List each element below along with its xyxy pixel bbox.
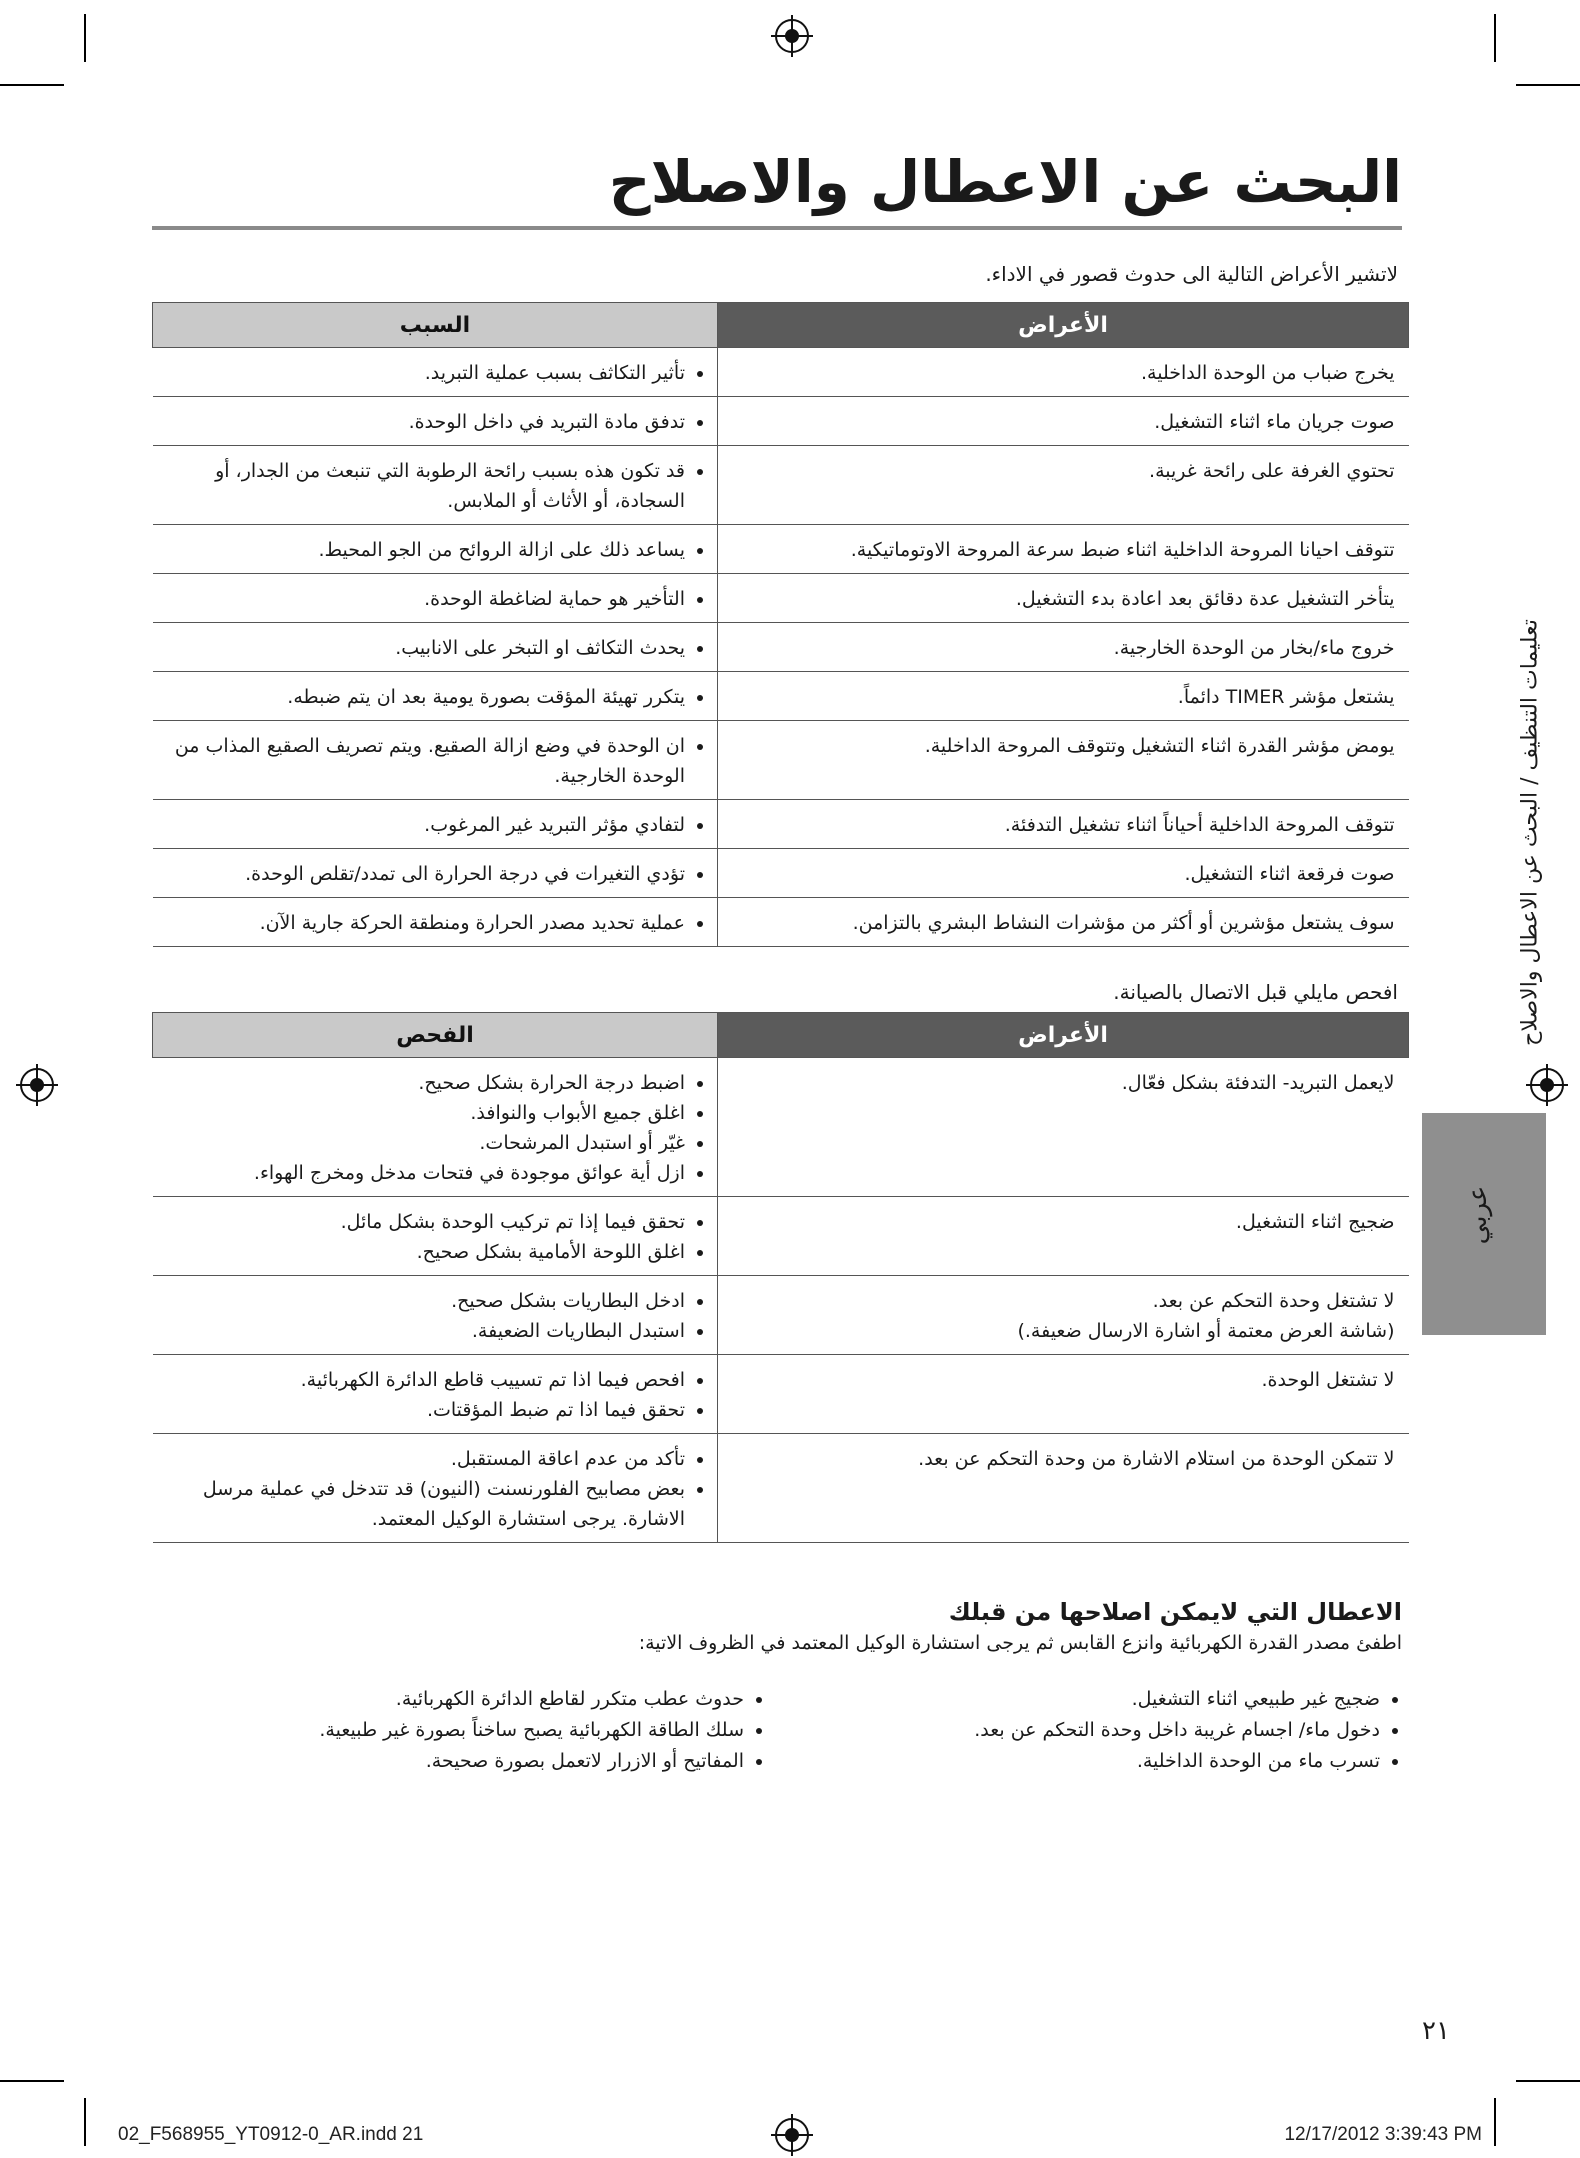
table-row	[153, 1276, 1409, 1355]
symptom-cell	[718, 1058, 1409, 1197]
symptom-text: تتوقف المروحة الداخلية أحياناً اثناء تشغيل التدفئة.	[1004, 814, 1395, 836]
cause-item: • عملية تحديد مصدر الحرارة ومنطقة الحركة جارية الآن.	[167, 908, 686, 938]
symptom-text: يتأخر التشغيل عدة دقائق بعد اعادة بدء التشغيل.	[1015, 588, 1395, 610]
cause-list	[167, 584, 704, 614]
table-row	[153, 849, 1409, 898]
symptom-cell	[718, 1434, 1409, 1543]
symptom-text: لا تشتغل وحدة التحكم عن بعد.	[1152, 1290, 1395, 1312]
symptom-cell	[718, 623, 1409, 672]
col-header-cause: السبب	[153, 303, 718, 348]
check-item: • استبدل البطاريات الضعيفة.	[167, 1316, 686, 1346]
cause-list	[167, 358, 704, 388]
check-item: • تحقق فيما إذا تم تركيب الوحدة بشكل مائل.	[167, 1207, 686, 1237]
cause-cell	[153, 574, 718, 623]
check-list	[167, 1365, 704, 1425]
cause-cell	[153, 849, 718, 898]
symptom-cell	[718, 1276, 1409, 1355]
page-number: ٢١	[1422, 2016, 1450, 2046]
table-row	[153, 1058, 1409, 1197]
check-cell	[153, 1058, 718, 1197]
check-item: • اضبط درجة الحرارة بشكل صحيح.	[167, 1068, 686, 1098]
list-item: • المفاتيح أو الازرار لاتعمل بصورة صحيحة.	[184, 1746, 744, 1777]
symptom-text: يشتعل مؤشر TIMER دائماً.	[1177, 686, 1395, 708]
check-list	[167, 1068, 704, 1188]
symptom-text: يخرج ضباب من الوحدة الداخلية.	[1140, 362, 1395, 384]
check-list	[167, 1444, 704, 1534]
symptom-text: صوت جريان ماء اثناء التشغيل.	[1154, 411, 1395, 433]
cause-list	[167, 407, 704, 437]
check-item: • اغلق اللوحة الأمامية بشكل صحيح.	[167, 1237, 686, 1267]
cause-cell	[153, 348, 718, 397]
list-item: • ضجيج غير طبيعي اثناء التشغيل.	[910, 1684, 1380, 1715]
cause-cell	[153, 898, 718, 947]
check-item: • غيّر أو استبدل المرشحات.	[167, 1128, 686, 1158]
cause-item: • تؤدي التغيرات في درجة الحرارة الى تمدد/تقلص الوحدة.	[167, 859, 686, 889]
table1-intro: لاتشير الأعراض التالية الى حدوث قصور في الاداء.	[985, 262, 1398, 286]
cause-list	[167, 810, 704, 840]
cause-list	[167, 535, 704, 565]
check-item: • بعض مصابيح الفلورنسنت (النيون) قد تتدخل في عملية مرسل الاشارة. يرجى استشارة الوكيل المعتمد.	[167, 1474, 686, 1534]
symptom-cell	[718, 1197, 1409, 1276]
cause-item: • ان الوحدة في وضع ازالة الصقيع. ويتم تصريف الصقيع المذاب من الوحدة الخارجية.	[167, 731, 686, 791]
symptom-cell	[718, 721, 1409, 800]
list-item: • حدوث عطب متكرر لقاطع الدائرة الكهربائية.	[184, 1684, 744, 1715]
table2-intro: افحص مايلي قبل الاتصال بالصيانة.	[1113, 980, 1398, 1004]
cause-list	[167, 456, 704, 516]
registration-mark-icon	[20, 1068, 54, 1102]
cause-cell	[153, 525, 718, 574]
symptom-cell	[718, 898, 1409, 947]
check-item: • اغلق جميع الأبواب والنوافذ.	[167, 1098, 686, 1128]
table-row	[153, 898, 1409, 947]
cause-list	[167, 908, 704, 938]
check-item: • افحص فيما اذا تم تسييب قاطع الدائرة الكهربائية.	[167, 1365, 686, 1395]
cause-item: • التأخير هو حماية لضاغطة الوحدة.	[167, 584, 686, 614]
crop-mark	[84, 14, 86, 62]
crop-mark	[1494, 14, 1496, 62]
section-intro: اطفئ مصدر القدرة الكهربائية وانزع القابس ثم يرجى استشارة الوكيل المعتمد في الظروف الاتية:	[638, 1632, 1402, 1654]
check-cell	[153, 1197, 718, 1276]
symptom-cell	[718, 397, 1409, 446]
cause-cell	[153, 397, 718, 446]
cause-cell	[153, 672, 718, 721]
table2-body	[153, 1058, 1409, 1543]
title-divider	[152, 226, 1402, 230]
symptom-cell	[718, 800, 1409, 849]
symptom-text: يومض مؤشر القدرة اثناء التشغيل وتتوقف المروحة الداخلية.	[924, 735, 1395, 757]
symptom-cell	[718, 672, 1409, 721]
symptom-text: لايعمل التبريد- التدفئة بشكل فعّال.	[1121, 1072, 1395, 1094]
cause-cell	[153, 721, 718, 800]
cause-item: • يتكرر تهيئة المؤقت بصورة يومية بعد ان يتم ضبطه.	[167, 682, 686, 712]
check-list	[167, 1207, 704, 1267]
cause-list	[167, 682, 704, 712]
table-row	[153, 574, 1409, 623]
footer-timestamp: 12/17/2012 3:39:43 PM	[1284, 2124, 1482, 2145]
symptom-check-table	[152, 1012, 1409, 1543]
symptom-cell	[718, 525, 1409, 574]
symptom-text: (شاشة العرض معتمة أو اشارة الارسال ضعيفة.)	[1017, 1320, 1395, 1342]
check-item: • ادخل البطاريات بشكل صحيح.	[167, 1286, 686, 1316]
cause-item: • يساعد ذلك على ازالة الروائح من الجو المحيط.	[167, 535, 686, 565]
crop-mark	[0, 2080, 64, 2082]
symptom-text: سوف يشتعل مؤشرين أو أكثر من مؤشرات النشاط البشري بالتزامن.	[852, 912, 1395, 934]
list-item: • دخول ماء/ اجسام غريبة داخل وحدة التحكم عن بعد.	[910, 1715, 1380, 1746]
symptom-cell	[718, 1355, 1409, 1434]
table1-body	[153, 348, 1409, 947]
registration-mark-icon	[775, 19, 809, 53]
cause-cell	[153, 623, 718, 672]
fault-list-left	[184, 1684, 762, 1777]
symptom-cell	[718, 446, 1409, 525]
cause-cell	[153, 446, 718, 525]
table-row	[153, 721, 1409, 800]
crop-mark	[1494, 2098, 1496, 2146]
crop-mark	[1516, 84, 1580, 86]
footer-file-info: 02_F568955_YT0912-0_AR.indd 21	[118, 2124, 424, 2145]
col-header-check: الفحص	[153, 1013, 718, 1058]
list-item: • تسرب ماء من الوحدة الداخلية.	[910, 1746, 1380, 1777]
section-side-label: تعليمات التنظيف / البحث عن الاعطال والاصلاح	[1517, 619, 1543, 1046]
check-cell	[153, 1355, 718, 1434]
symptom-text: ضجيج اثناء التشغيل.	[1235, 1211, 1395, 1233]
cause-list	[167, 731, 704, 791]
section-heading: الاعطال التي لايمكن اصلاحها من قبلك	[948, 1598, 1402, 1626]
symptom-text: تتوقف احيانا المروحة الداخلية اثناء ضبط سرعة المروحة الاوتوماتيكية.	[850, 539, 1395, 561]
list-item: • سلك الطاقة الكهربائية يصبح ساخناً بصورة غير طبيعية.	[184, 1715, 744, 1746]
symptom-text: خروج ماء/بخار من الوحدة الخارجية.	[1113, 637, 1395, 659]
table-row	[153, 397, 1409, 446]
table-row	[153, 1355, 1409, 1434]
cause-item: • تدفق مادة التبريد في داخل الوحدة.	[167, 407, 686, 437]
check-item: • تأكد من عدم اعاقة المستقبل.	[167, 1444, 686, 1474]
table-row	[153, 672, 1409, 721]
table-row	[153, 446, 1409, 525]
symptom-cell	[718, 348, 1409, 397]
registration-mark-icon	[775, 2118, 809, 2152]
crop-mark	[84, 2098, 86, 2146]
cause-list	[167, 859, 704, 889]
check-list	[167, 1286, 704, 1346]
col-header-symptom: الأعراض	[718, 303, 1409, 348]
crop-mark	[0, 84, 64, 86]
col-header-symptom: الأعراض	[718, 1013, 1409, 1058]
crop-mark	[1516, 2080, 1580, 2082]
symptom-cell	[718, 849, 1409, 898]
table-row	[153, 800, 1409, 849]
table-row	[153, 348, 1409, 397]
symptom-text: لا تتمكن الوحدة من استلام الاشارة من وحدة التحكم عن بعد.	[918, 1448, 1395, 1470]
symptom-text: تحتوي الغرفة على رائحة غريبة.	[1149, 460, 1395, 482]
fault-list-right	[910, 1684, 1398, 1777]
table-row	[153, 525, 1409, 574]
cause-cell	[153, 800, 718, 849]
check-item: • تحقق فيما اذا تم ضبط المؤقتات.	[167, 1395, 686, 1425]
table-row	[153, 1197, 1409, 1276]
table-row	[153, 1434, 1409, 1543]
check-cell	[153, 1434, 718, 1543]
symptom-text: لا تشتغل الوحدة.	[1261, 1369, 1395, 1391]
check-cell	[153, 1276, 718, 1355]
cause-item: • يحدث التكاثف او التبخر على الانابيب.	[167, 633, 686, 663]
cause-item: • تأثير التكاثف بسبب عملية التبريد.	[167, 358, 686, 388]
page-title: البحث عن الاعطال والاصلاح	[608, 148, 1402, 216]
symptom-text: صوت فرقعة اثناء التشغيل.	[1184, 863, 1395, 885]
table-row	[153, 623, 1409, 672]
check-item: • ازل أية عوائق موجودة في فتحات مدخل ومخرج الهواء.	[167, 1158, 686, 1188]
cause-item: • لتفادي مؤثر التبريد غير المرغوب.	[167, 810, 686, 840]
cause-item: • قد تكون هذه بسبب رائحة الرطوبة التي تنبعث من الجدار، أو السجادة، أو الأثاث أو الملابس.	[167, 456, 686, 516]
cause-list	[167, 633, 704, 663]
language-label: عربي	[1463, 1185, 1493, 1245]
symptom-cause-table	[152, 302, 1409, 947]
symptom-cell	[718, 574, 1409, 623]
